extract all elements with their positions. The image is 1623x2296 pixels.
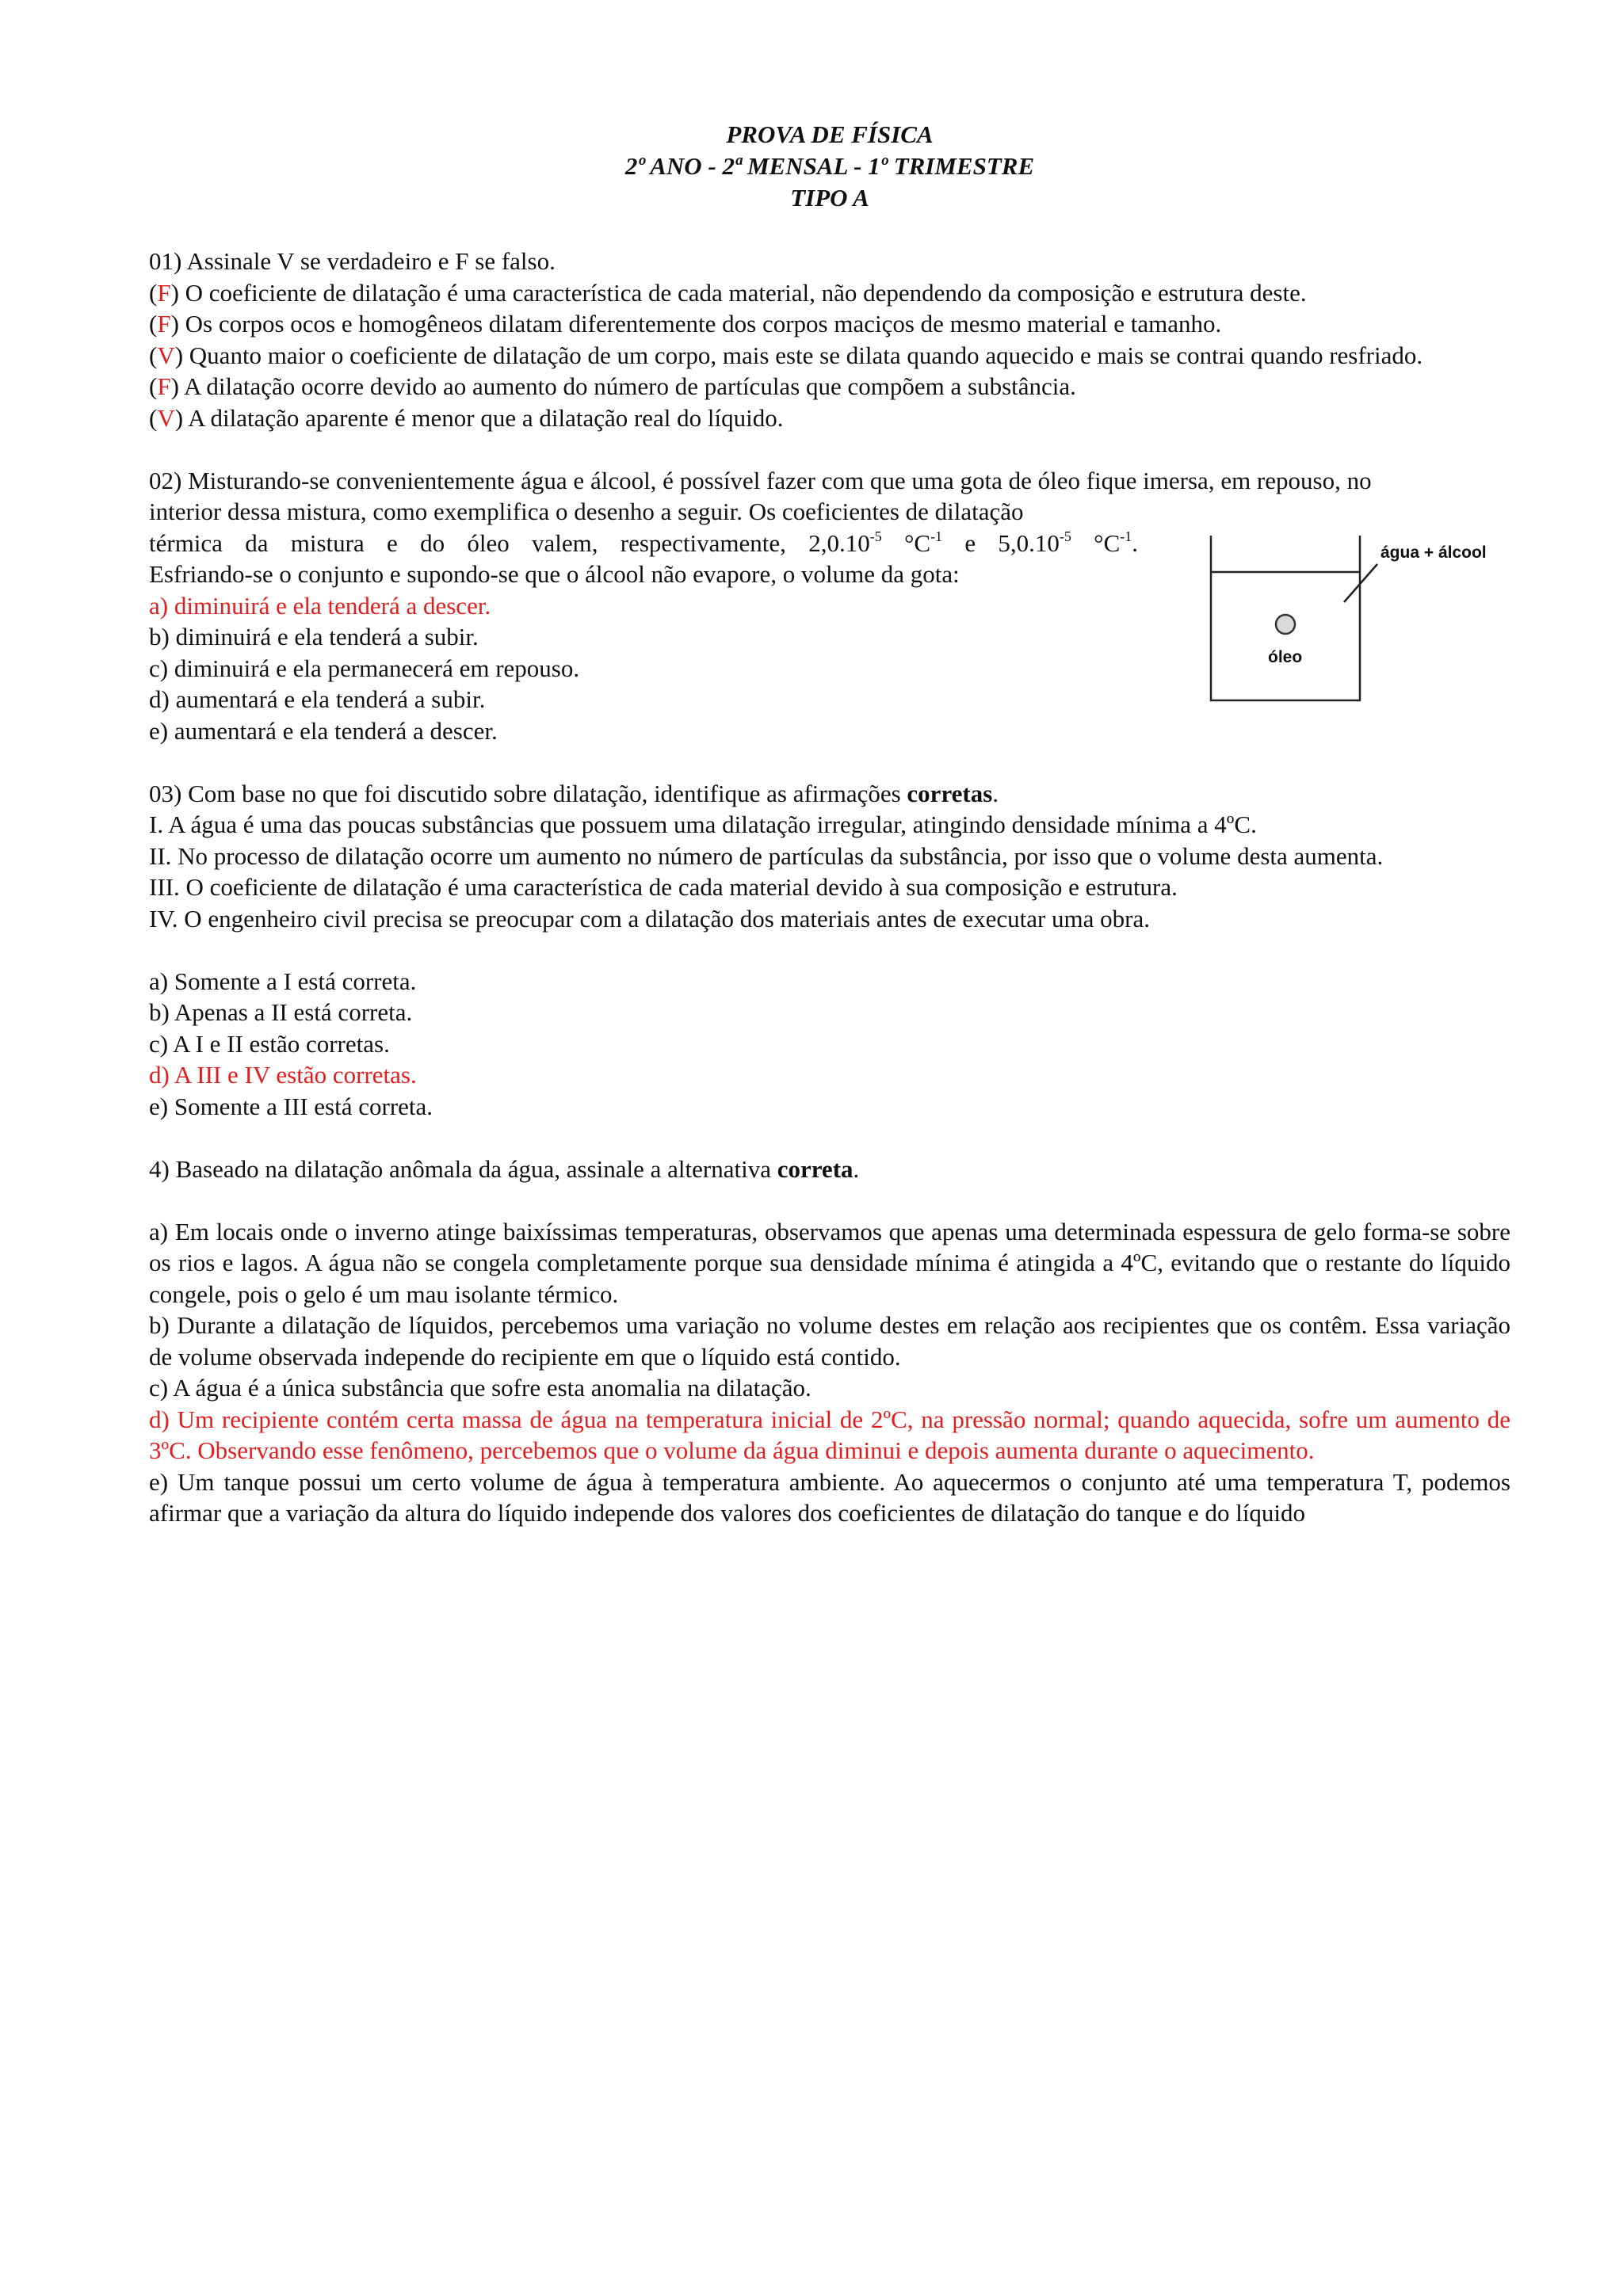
answer-mark: V (157, 403, 175, 432)
question-2-option: e) aumentará e ela tenderá a descer. (149, 716, 498, 745)
question-3-statement: II. No processo de dilatação ocorre um aumento no número de partículas da substância, por isso que o volume desta aumenta. (149, 841, 1384, 870)
question-2-option: b) diminuirá e ela tenderá a subir. (149, 623, 479, 650)
question-2-stem-line: térmica da mistura e do óleo valem, respectivamente, $2,0.10^{-5}$ $^\circ C^{-1}$ e $5,0.10^{-5}$ $^\circ C^{-1}$. (149, 528, 1138, 557)
question-3-option: c) A I e II estão corretas. (149, 1029, 390, 1058)
question-4-option: d) Um recipiente contém certa massa de água na temperatura inicial de 2ºC, na pressão normal; quando aquecida, sofre um aumento de 3ºC. Observando esse fenômeno, percebemos que o volume da água diminui e depois aumenta durante o aquecimento. (149, 1405, 1510, 1464)
mixture-label: água + álcool (1381, 543, 1487, 562)
question-1 (149, 246, 1510, 433)
question-3-options (149, 966, 1510, 1123)
question-1-item: (F) Os corpos ocos e homogêneos dilatam diferentemente dos corpos maciços de mesmo material e tamanho. (149, 310, 1222, 338)
question-4-option: a) Em locais onde o inverno atinge baixíssimas temperaturas, observamos que apenas uma determinada espessura de gelo forma-se sobre os rios e lagos. A água não se congela completamente porque sua densidade mínima é atingida a 4ºC, evitando que o restante do líquido congele, pois o gelo é um mau isolante térmico. (149, 1217, 1510, 1308)
item-text: Os corpos ocos e homogêneos dilatam diferentemente dos corpos maciços de mesmo material e tamanho. (185, 310, 1222, 338)
question-4-option: e) Um tanque possui um certo volume de água à temperatura ambiente. Ao aquecermos o conjunto até uma temperatura T, podemos afirmar que a variação da altura do líquido independe dos valores dos coeficientes de dilatação do tanque e do líquido (149, 1467, 1510, 1527)
question-2-stem-line: 02) Misturando-se convenientemente água e álcool, é possível fazer com que uma gota de óleo fique imersa, em repouso, no (149, 466, 1372, 494)
question-1-item: (F) O coeficiente de dilatação é uma característica de cada material, não dependendo da composição e estrutura deste. (149, 278, 1307, 307)
container-diagram (1209, 528, 1526, 765)
question-1-item: (F) A dilatação ocorre devido ao aumento do número de partículas que compõem a substância. (149, 372, 1076, 400)
exam-subtitle: 2º ANO - 2ª MENSAL - 1º TRIMESTRE (624, 152, 1035, 180)
exam-type: TIPO A (790, 184, 869, 212)
question-3-option: a) Somente a I está correta. (149, 967, 417, 995)
question-3-statement: III. O coeficiente de dilatação é uma característica de cada material devido à sua composição e estrutura. (149, 873, 1178, 901)
question-3-option: d) A III e IV estão corretas. (149, 1061, 417, 1089)
answer-mark: F (157, 310, 171, 338)
question-3-option: b) Apenas a II está correta. (149, 998, 413, 1026)
item-text: O coeficiente de dilatação é uma característica de cada material, não dependendo da composição e estrutura deste. (185, 278, 1307, 307)
question-2-body (149, 496, 1138, 746)
answer-mark: F (157, 372, 171, 400)
question-3-option: e) Somente a III está correta. (149, 1092, 433, 1120)
question-4-option: c) A água é a única substância que sofre esta anomalia na dilatação. (149, 1374, 812, 1402)
answer-mark: V (157, 341, 175, 369)
question-2-stem-line: Esfriando-se o conjunto e supondo-se que o álcool não evapore, o volume da gota: (149, 560, 960, 588)
question-2-stem-line: interior dessa mistura, como exemplifica o desenho a seguir. Os coeficientes de dilatação (149, 498, 1024, 525)
question-3 (149, 778, 1510, 935)
question-4-prompt: 4) Baseado na dilatação anômala da água, assinale a alternativa correta. (149, 1154, 860, 1183)
exam-title: PROVA DE FÍSICA (726, 120, 934, 148)
exam-header (149, 119, 1510, 214)
question-2 (149, 465, 1510, 747)
exam-page (149, 119, 1510, 1529)
question-2-option: d) aumentará e ela tenderá a subir. (149, 685, 486, 713)
question-2-option: a) diminuirá e ela tenderá a descer. (149, 591, 491, 620)
question-3-prompt: 03) Com base no que foi discutido sobre dilatação, identifique as afirmações corretas. (149, 779, 999, 807)
answer-mark: F (157, 278, 171, 307)
item-text: A dilatação aparente é menor que a dilatação real do líquido. (188, 403, 784, 432)
question-4-option: b) Durante a dilatação de líquidos, percebemos uma variação no volume destes em relação aos recipientes que os contêm. Essa variação de volume observada independe do recipiente em que o líquido está contido. (149, 1311, 1510, 1371)
question-4 (149, 1154, 1510, 1185)
question-4-options (149, 1216, 1510, 1529)
item-text: Quanto maior o coeficiente de dilatação de um corpo, mais este se dilata quando aquecido e mais se contrai quando resfriado. (189, 341, 1423, 369)
question-3-statement: I. A água é uma das poucas substâncias que possuem uma dilatação irregular, atingindo densidade mínima a 4ºC. (149, 810, 1257, 838)
oil-drop (1276, 615, 1295, 634)
question-3-statement: IV. O engenheiro civil precisa se preocupar com a dilatação dos materiais antes de executar uma obra. (149, 904, 1151, 933)
question-2-option: c) diminuirá e ela permanecerá em repouso. (149, 654, 580, 682)
question-1-prompt: 01) Assinale V se verdadeiro e F se falso. (149, 247, 556, 275)
container-figure (1209, 528, 1526, 765)
question-1-item: (V) A dilatação aparente é menor que a dilatação real do líquido. (149, 403, 784, 432)
question-1-item: (V) Quanto maior o coeficiente de dilatação de um corpo, mais este se dilata quando aquecido e mais se contrai quando resfriado. (149, 341, 1423, 369)
oil-label: óleo (1268, 647, 1303, 666)
item-text: A dilatação ocorre devido ao aumento do número de partículas que compõem a substância. (183, 372, 1076, 400)
